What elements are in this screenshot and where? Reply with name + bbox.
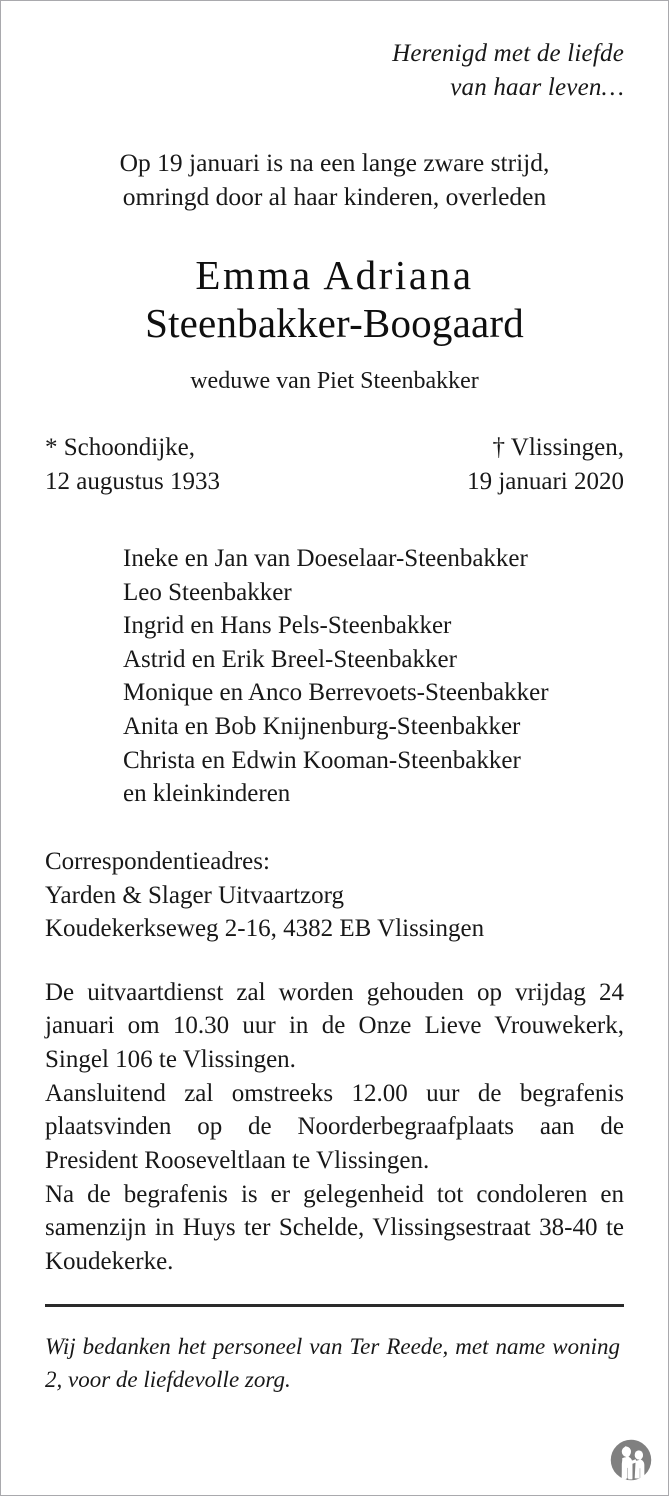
birth-date: 12 augustus 1933 — [45, 468, 220, 496]
announcement — [45, 146, 624, 215]
divider — [45, 1304, 624, 1307]
list-item: Christa en Edwin Kooman-Steenbakker — [123, 746, 521, 774]
list-item: Anita en Bob Knijnenburg-Steenbakker — [123, 713, 521, 741]
birth-place: Schoondijke, — [63, 433, 195, 461]
death-details — [467, 431, 624, 500]
epigraph-line-2: van haar leven… — [450, 73, 624, 101]
correspondence-organization: Yarden & Slager Uitvaartzorg — [45, 881, 345, 909]
list-item: Monique en Anco Berrevoets-Steenbakker — [123, 679, 549, 707]
announcement-line-1: Op 19 januari is na een lange zware strijd, — [119, 148, 550, 177]
closing-note-text: Wij bedanken het personeel van Ter Reede, met name woning 2, voor de liefdevolle zorg. — [45, 1334, 620, 1393]
deceased-surname: Steenbakker-Boogaard — [145, 299, 524, 346]
list-item: en kleinkinderen — [123, 780, 291, 808]
list-item: Ingrid en Hans Pels-Steenbakker — [123, 612, 452, 640]
announcement-line-2: omringd door al haar kinderen, overleden — [122, 182, 547, 212]
survivors-list — [45, 542, 624, 811]
birth-death-dates — [45, 431, 624, 500]
correspondence-address — [45, 845, 624, 946]
birth-place-line — [45, 431, 220, 466]
service-burial-paragraph: Aansluitend zal omstreeks 12.00 uur de begrafenis plaatsvinden op de Noorderbegraafplaats aan de President Rooseveltlaan te Vlissingen. — [45, 1079, 624, 1174]
death-place: Vlissingen, — [510, 433, 624, 461]
deceased-first-names: Emma Adriana — [195, 251, 474, 298]
birth-symbol: * — [45, 433, 58, 461]
correspondence-label: Correspondentieadres: — [45, 847, 270, 875]
embracing-figures-logo-icon — [608, 1437, 654, 1483]
deceased-name — [45, 253, 624, 348]
correspondence-street-address: Koudekerkseweg 2-16, 4382 EB Vlissingen — [45, 915, 485, 943]
service-condolence-paragraph: Na de begrafenis is er gelegenheid tot condoleren en samenzijn in Huys ter Schelde, Vlissingsestraat 38-40 te Koudekerke. — [45, 1180, 624, 1275]
epigraph-line-1: Herenigd met de liefde — [392, 40, 624, 67]
death-date: 19 januari 2020 — [467, 468, 624, 496]
deceased-relation: weduwe van Piet Steenbakker — [190, 367, 479, 394]
service-details — [45, 976, 624, 1279]
list-item: Leo Steenbakker — [123, 578, 292, 606]
closing-note — [45, 1331, 624, 1396]
birth-details — [45, 431, 220, 500]
death-place-line — [467, 431, 624, 466]
list-item: Ineke en Jan van Doeselaar-Steenbakker — [123, 544, 528, 572]
cross-icon: † — [492, 433, 505, 461]
list-item: Astrid en Erik Breel-Steenbakker — [123, 645, 457, 673]
service-ceremony-paragraph: De uitvaartdienst zal worden gehouden op vrijdag 24 januari om 10.30 uur in de Onze Lieve Vrouwekerk, Singel 106 te Vlissingen. — [45, 978, 624, 1074]
epigraph — [45, 37, 624, 104]
